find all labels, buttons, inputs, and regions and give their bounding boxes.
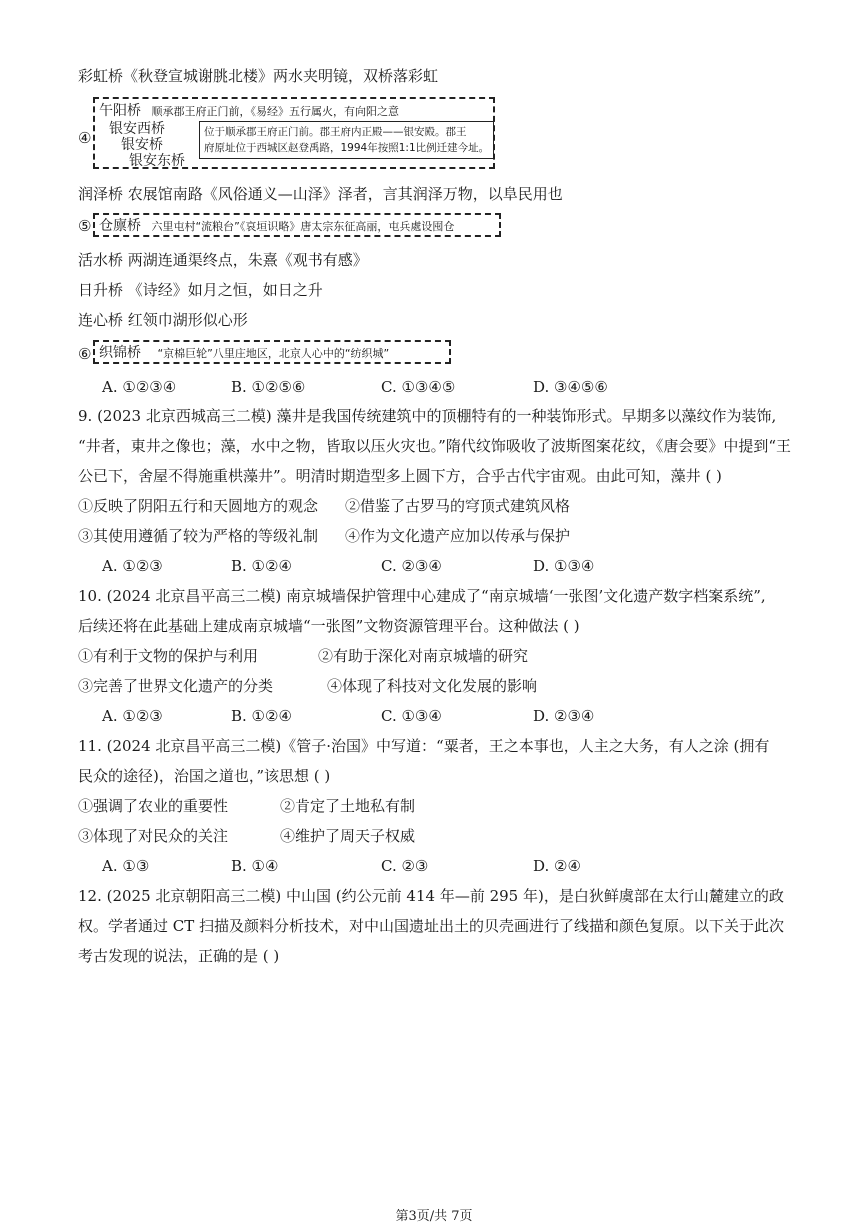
q9-statement-2: ②借鉴了古罗马的穹顶式建筑风格 (345, 497, 571, 515)
q12-stem-line-3: 考古发现的说法，正确的是 ( ) (78, 947, 280, 965)
q9-stem-line-2: “井者，東井之像也；藻，水中之物，皆取以压火灾也。”隋代纹饰吸收了波斯图案花纹，《唐会要》中提到“王 (78, 437, 792, 455)
bridge-desc-canglin: 六里屯村“流粮台”《哀垣识略》唐太宗东征高丽，屯兵處设囤仓 (151, 220, 455, 233)
q9-stem-line-1: 9. (2023 北京西城高三二模) 藻井是我国传统建筑中的顶棚特有的一种装饰形式。早期多以藻纹作为装饰, (78, 407, 777, 425)
note-line-1: 位于顺承郡王府正门前。郡王府内正殿——银安殿。郡王 (204, 126, 467, 138)
q11-option-a[interactable]: A. ①③ (102, 857, 150, 875)
q11-option-b[interactable]: B. ①④ (231, 857, 279, 875)
bridge-name-zhijin: 织锦桥 (99, 345, 141, 361)
q8-option-a[interactable]: A. ①②③④ (102, 378, 177, 396)
q10-option-b[interactable]: B. ①②④ (231, 707, 292, 725)
q9-option-c[interactable]: C. ②③④ (381, 557, 442, 575)
q9-option-a[interactable]: A. ①②③ (102, 557, 163, 575)
page-number: 第3页/共 7页 (395, 1209, 473, 1224)
q11-stem-line-2: 民众的途径)，治国之道也，”该思想 ( ) (78, 767, 331, 785)
q12-stem-line-1: 12. (2025 北京朝阳高三二模) 中山国 (约公元前 414 年—前 295 年)，是白狄鲜虞部在太行山麓建立的政 (78, 887, 784, 905)
bridge-desc-zhijin: “京棉巨轮”八里庄地区，北京人心中的“纺织城” (157, 347, 390, 360)
bridge-line-huoshui: 活水桥 两湖连通渠终点，朱熹《观书有感》 (78, 251, 368, 269)
bridge-line-runze: 润泽桥 农展馆南路《风俗通义—山泽》泽者，言其润泽万物，以阜民用也 (78, 185, 563, 203)
q9-statement-4: ④作为文化遗产应加以传承与保护 (345, 527, 571, 545)
item-number-4: ④ (78, 129, 92, 147)
bridge-name-yinan: 银安桥 (121, 137, 163, 153)
q10-option-d[interactable]: D. ②③④ (533, 707, 595, 725)
q8-option-b[interactable]: B. ①②⑤⑥ (231, 378, 306, 396)
q11-statement-3: ③体现了对民众的关注 (78, 827, 229, 845)
q9-statement-1: ①反映了阴阳五行和天圆地方的观念 (78, 497, 319, 515)
bridge-name-wuyang: 午阳桥 (99, 103, 141, 119)
q11-statement-2: ②肯定了土地私有制 (280, 797, 416, 815)
bridge-box-5 (93, 213, 501, 237)
item-number-5: ⑤ (78, 217, 92, 235)
q8-option-d[interactable]: D. ③④⑤⑥ (533, 378, 608, 396)
bridge-name-yinanxi: 银安西桥 (109, 121, 165, 137)
q11-statement-1: ①强调了农业的重要性 (78, 797, 229, 815)
q10-option-a[interactable]: A. ①②③ (102, 707, 163, 725)
bridge-note-yinan (199, 121, 494, 159)
bridge-desc-wuyang: 顺承郡王府正门前，《易经》五行属火，有向阳之意 (151, 105, 399, 118)
q9-stem-line-3: 公已下，舍屋不得施重栱藻井”。明清时期造型多上圆下方，合乎古代宇宙观。由此可知，藻井 ( ) (78, 467, 722, 485)
q11-option-d[interactable]: D. ②④ (533, 857, 581, 875)
q9-option-b[interactable]: B. ①②④ (231, 557, 292, 575)
q10-statement-1: ①有利于文物的保护与利用 (78, 647, 259, 665)
note-line-2: 府原址位于西城区赵登禹路，1994年按照1:1比例迁建今址。 (204, 142, 490, 154)
q9-statement-3: ③其使用遵循了较为严格的等级礼制 (78, 527, 319, 545)
q10-statement-3: ③完善了世界文化遗产的分类 (78, 677, 274, 695)
bridge-box-6 (93, 340, 451, 364)
bridge-line-risheng: 日升桥 《诗经》如月之恒，如日之升 (78, 281, 323, 299)
q10-option-c[interactable]: C. ①③④ (381, 707, 442, 725)
bridge-line-caihong: 彩虹桥《秋登宣城谢朓北楼》两水夹明镜，双桥落彩虹 (78, 67, 439, 85)
bridge-line-lianxin: 连心桥 红领巾湖形似心形 (78, 311, 248, 329)
bridge-name-canglin: 仓廪桥 (99, 218, 141, 234)
bridge-name-yinandong: 银安东桥 (129, 153, 185, 169)
q10-stem-line-2: 后续还将在此基础上建成南京城墙“一张图”文物资源管理平台。这种做法 ( ) (78, 617, 580, 635)
q11-option-c[interactable]: C. ②③ (381, 857, 429, 875)
q12-stem-line-2: 权。学者通过 CT 扫描及颜料分析技术，对中山国遗址出土的贝壳画进行了线描和颜色复原。以下关于此次 (78, 917, 785, 935)
bridge-box-4 (93, 97, 495, 169)
q10-stem-line-1: 10. (2024 北京昌平高三二模) 南京城墙保护管理中心建成了“南京城墙‘一张图’文化遗产数字档案系统”, (78, 587, 766, 605)
q10-statement-4: ④体现了科技对文化发展的影响 (327, 677, 538, 695)
q9-option-d[interactable]: D. ①③④ (533, 557, 595, 575)
q11-statement-4: ④维护了周天子权威 (280, 827, 416, 845)
q10-statement-2: ②有助于深化对南京城墙的研究 (318, 647, 529, 665)
q11-stem-line-1: 11. (2024 北京昌平高三二模)《管子·治国》中写道：“粟者，王之本事也，人主之大务，有人之涂 (拥有 (78, 737, 770, 755)
q8-option-c[interactable]: C. ①③④⑤ (381, 378, 456, 396)
item-number-6: ⑥ (78, 345, 92, 363)
